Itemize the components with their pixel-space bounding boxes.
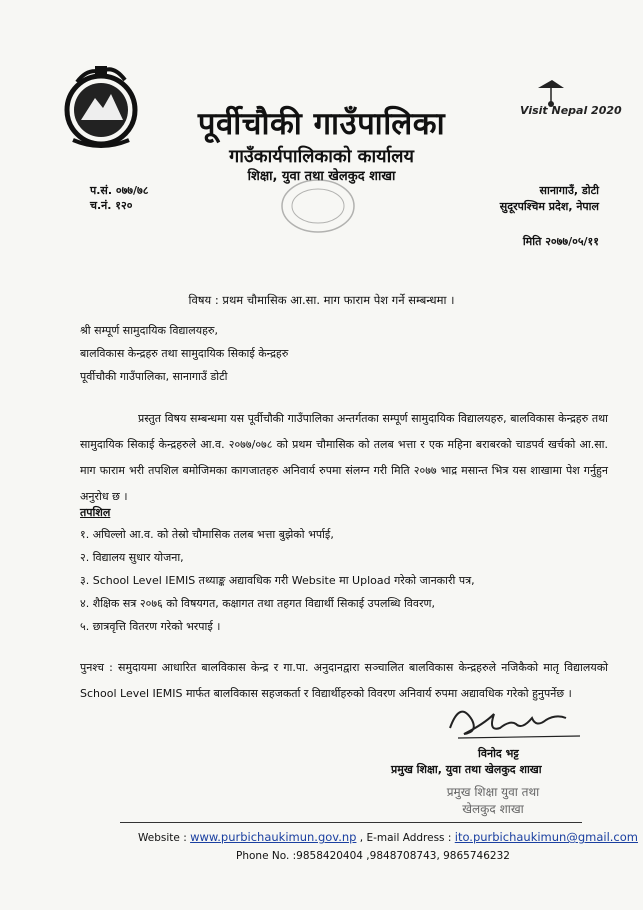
address-line1: सानागाउँ, डोटी [539, 184, 599, 197]
list-heading: तपशिल [80, 506, 111, 519]
email-label: , E-mail Address : [359, 832, 452, 844]
signatory-title: प्रमुख शिक्षा, युवा तथा खेलकुद शाखा [391, 763, 542, 776]
subject-line: विषय : प्रथम चौमासिक आ.सा. माग फाराम पेश गर्ने सम्बन्धमा । [188, 293, 455, 307]
org-title: पूर्वीचौकी गाउँपालिका [197, 106, 446, 142]
reference-chn: च.नं. १२० [90, 199, 133, 212]
website-label: Website : [138, 832, 187, 844]
list-item: ३. School Level IEMIS तथ्याङ्क अद्यावधिक गरी Website मा Upload गरेको जानकारी पत्र, [80, 574, 475, 587]
list-item: ४. शैक्षिक सत्र २०७६ को विषयगत, कक्षागत तथा तहगत विद्यार्थी सिकाई उपलब्धि विवरण, [80, 597, 435, 610]
visit-nepal-logo-text: Visit Nepal 2020 [520, 104, 622, 117]
reference-ps: प.सं. ०७७/७८ [90, 184, 149, 197]
footer-contact [138, 830, 638, 844]
letter-date: मिति २०७७/०५/११ [522, 235, 599, 248]
designation-stamp-line2: खेलकुद शाखा [462, 802, 524, 816]
website-link[interactable]: www.purbichaukimun.gov.np [190, 830, 357, 844]
footer-phone: Phone No. :9858420404 ,9848708743, 9865746232 [236, 850, 510, 862]
list-item: ५. छात्रवृत्ति वितरण गरेको भरपाई । [80, 620, 221, 633]
office-stamp-icon [278, 176, 358, 236]
signatory-name: विनोद भट्ट [478, 747, 519, 760]
addressee-line: बालविकास केन्द्रहरु तथा सामुदायिक सिकाई केन्द्रहरु [80, 347, 289, 360]
addressee-line: पूर्वीचौकी गाउँपालिका, सानागाउँ डोटी [80, 370, 228, 383]
address-line2: सुदूरपश्चिम प्रदेश, नेपाल [499, 200, 599, 213]
footer-divider [120, 822, 582, 823]
postscript-paragraph: पुनश्च : समुदायमा आधारित बालविकास केन्द्र र गा.पा. अनुदानद्वारा सञ्चालित बालविकास केन्द्रहरुले नजिकैको मातृ विद्यालयको School Level IEMIS मार्फत बालविकास सहजकर्ता र विद्यार्थीहरुको विवरण अनिवार्य रुपमा अद्यावधिक गरेको हुनुपर्नेछ । [80, 661, 608, 700]
signature-icon [440, 698, 590, 748]
email-link[interactable]: ito.purbichaukimun@gmail.com [454, 830, 638, 844]
designation-stamp [418, 784, 568, 818]
designation-stamp-line1: प्रमुख शिक्षा युवा तथा [446, 785, 540, 799]
list-item: २. विद्यालय सुधार योजना, [80, 551, 184, 564]
office-title: गाउँकार्यपालिकाको कार्यालय [229, 146, 414, 167]
list-item: १. अघिल्लो आ.व. को तेस्रो चौमासिक तलब भत्ता बुझेको भर्पाई, [80, 528, 334, 541]
branch-title: शिक्षा, युवा तथा खेलकुद शाखा [247, 169, 396, 184]
addressee-line: श्री सम्पूर्ण सामुदायिक विद्यालयहरु, [80, 324, 218, 337]
body-paragraph: प्रस्तुत विषय सम्बन्धमा यस पूर्वीचौकी गाउँपालिका अन्तर्गतका सम्पूर्ण सामुदायिक विद्यालयहरु, बालविकास केन्द्रहरु तथा सामुदायिक सिकाई केन्द्रहरुले आ.व. २०७७/०७८ को प्रथम चौमासिक को तलब भत्ता र एक महिना बराबरको चाडपर्व खर्चको आ.सा. माग फाराम भरी तपशिल बमोजिमका कागजातहरु अनिवार्य रुपमा संलग्न गरी मिति २०७७ भाद्र मसान्त भित्र यस शाखामा पेश गर्नुहुन अनुरोध छ । [80, 412, 608, 503]
